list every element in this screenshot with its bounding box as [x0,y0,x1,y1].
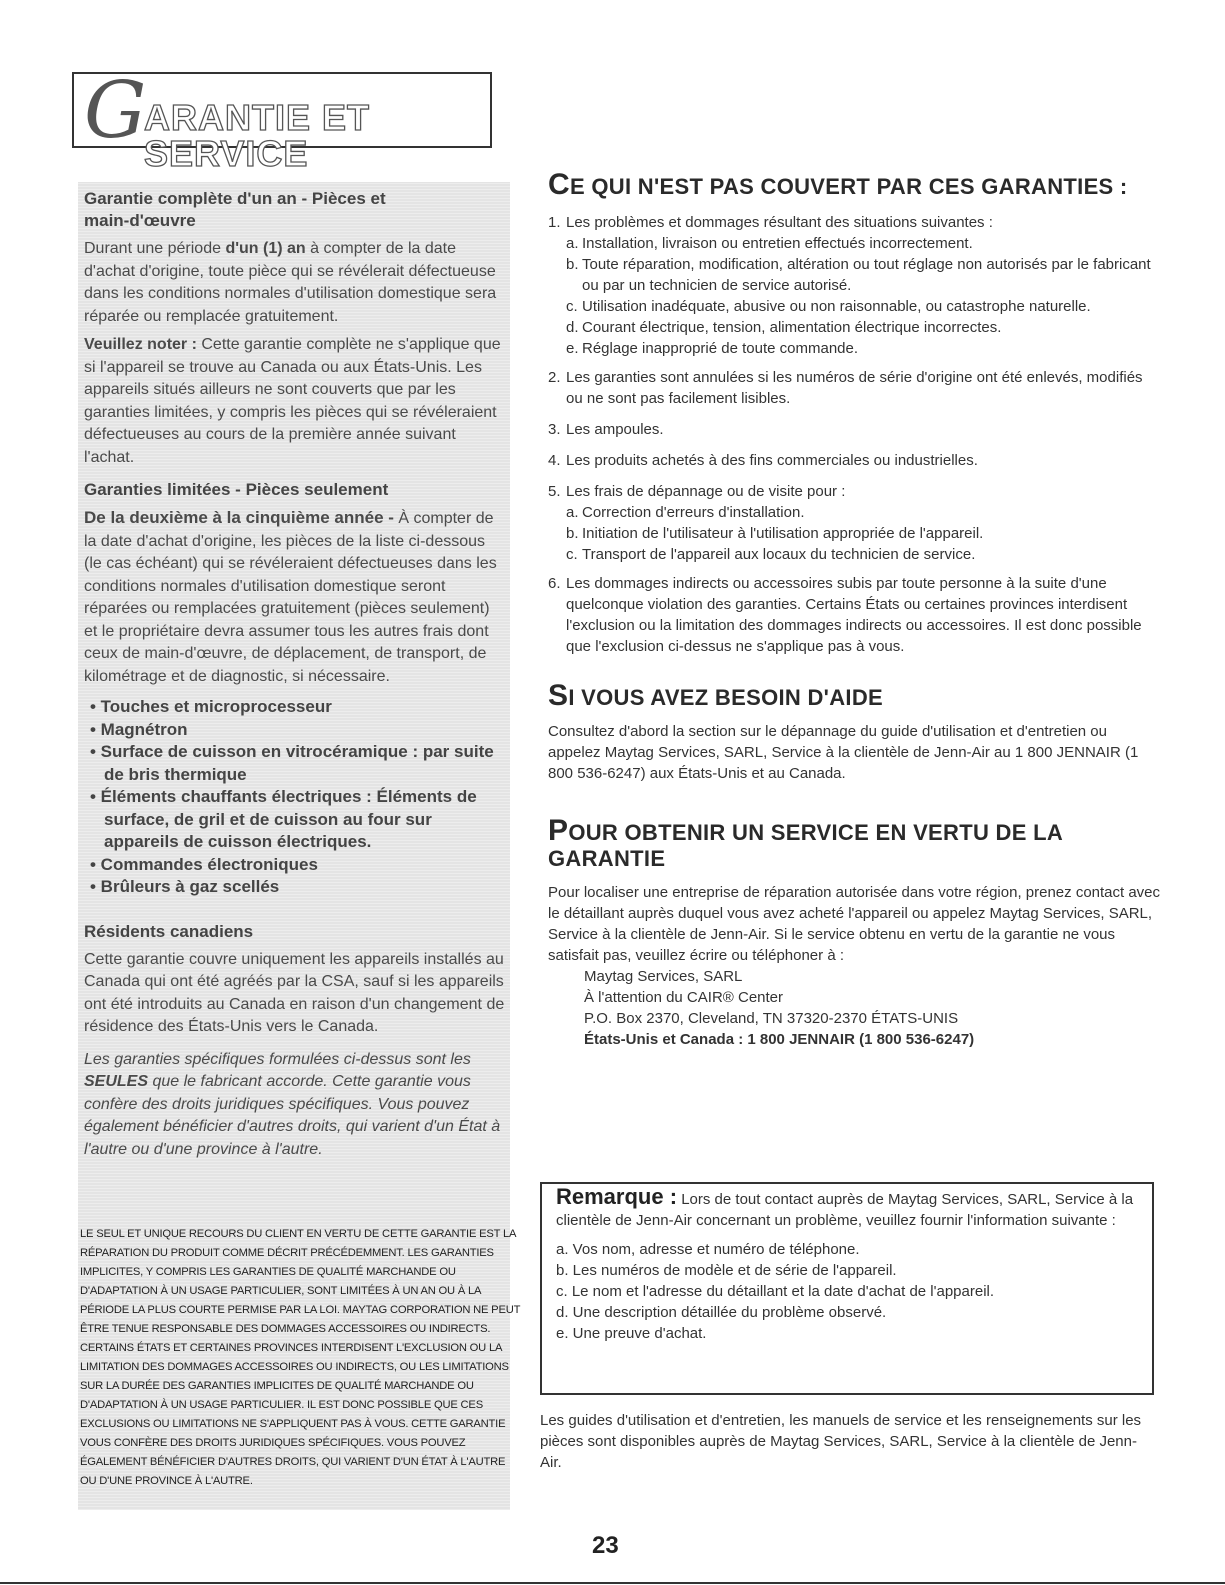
exclusions-column [548,168,1163,1050]
exclusion-item: 4. Les produits achetés à des fins commerciales ou industrielles. [548,452,978,469]
covered-part: • Surface de cuisson en vitrocéramique : par suite de bris thermique [90,742,494,784]
help-text: Consultez d'abord la section sur le dépannage du guide d'utilisation et d'entretien ou appelez Maytag Services, SARL, Service à la clientèle de Jenn-Air au 1 800 JENNAIR (1 800 536-6247) aux États-Unis et au Canada. [548,723,1139,782]
covered-part: • Éléments chauffants électriques : Éléments de surface, de gril et de cuisson au four sur appareils de cuisson électriques. [90,787,477,851]
exclusion-item: 6. Les dommages indirects ou accessoires subis par toute personne à la suite d'une quelconque violation des garanties. Certains États ou certaines provinces interdisent l'exclusion ou la limitation des dommages indirects ou accessoires. Il est donc possible que l'exclusion ci-dessus ne s'applique pas à vous. [548,575,1142,655]
section-title: ARANTIE ET SERVICE [144,97,370,174]
phone-line: États-Unis et Canada : 1 800 JENNAIR (1 800 536-6247) [584,1031,975,1048]
note-text: Veuillez noter : Cette garantie complète ne s'applique que si l'appareil se trouve au Canada ou aux États-Unis. Les appareils situés ailleurs ne sont couverts que par les garanties limitées, y compris les pièces qui se révéleraient défectueuses au cours de la première année suivant l'achat. [84,336,501,466]
exclusions-heading: CE QUI N'EST PAS COUVERT PAR CES GARANTIES : [548,168,1128,201]
remark-item: a. Vos nom, adresse et numéro de téléphone. [556,1241,860,1258]
full-warranty-text: Durant une période d'un (1) an à compter de la date d'achat d'origine, toute pièce qui se révélerait défectueuse dans les conditions normales d'utilisation domestique sera réparée ou remplacée gratuitement. [84,240,497,325]
remark-item: d. Une description détaillée du problème observé. [556,1304,887,1321]
covered-part: • Commandes électroniques [90,854,318,874]
exclusions-list [548,212,1163,657]
canada-title: Résidents canadiens [84,921,254,941]
canada-text: Cette garantie couvre uniquement les appareils installés au Canada qui ont été agréés par la CSA, sauf si les appareils ont été introduits au Canada en raison d'un changement de résidence des États-Unis vers le Canada. [84,950,505,1035]
exclusion-item: 5. Les frais de dépannage ou de visite pour : a. Correction d'erreurs d'installation. b. Initiation de l'utilisateur à l'utilisation appropriée de l'appareil. c. Transport de l'appareil aux locaux du technicien de service. [548,483,984,563]
remark-text: Remarque : Lors de tout contact auprès de Maytag Services, SARL, Service à la clientèle de Jenn-Air concernant un problème, veuillez fournir l'information suivante : [556,1184,1134,1229]
bottom-rule [0,1582,1225,1584]
remark-item: c. Le nom et l'adresse du détaillant et la date d'achat de l'appareil. [556,1283,995,1300]
remark-box [540,1182,1154,1395]
service-text: Pour localiser une entreprise de réparation autorisée dans votre région, prenez contact avec le détaillant auprès duquel vous avez acheté l'appareil ou appelez Maytag Services, SARL, Service à la clientèle de Jenn-Air. Si le service obtenu en vertu de la garantie ne vous satisfait pas, veuillez écrire ou téléphoner à : [548,884,1161,964]
legal-disclaimer: LE SEUL ET UNIQUE RECOURS DU CLIENT EN VERTU DE CETTE GARANTIE EST LA RÉPARATION DU PRODUIT COMME DÉCRIT PRÉCÉDEMMENT. LES GARANTIES IMPLICITES, Y COMPRIS LES GARANTIES DE QUALITÉ MARCHANDE OU D'ADAPTATION À UN USAGE PARTICULIER, SONT LIMITÉES À UN AN OU À LA PÉRIODE LA PLUS COURTE PERMISE PAR LA LOI. MAYTAG CORPORATION NE PEUT ÊTRE TENUE RESPONSABLE DES DOMMAGES ACCESSOIRES OU INDIRECTS. CERTAINS ÉTATS ET CERTAINES PROVINCES INTERDISENT L'EXCLUSION OU LA LIMITATION DES DOMMAGES ACCESSOIRES OU INDIRECTS, OU LES LIMITATIONS SUR LA DURÉE DES GARANTIES IMPLICITES DE QUALITÉ MARCHANDE OU D'ADAPTATION À UN USAGE PARTICULIER. IL EST DONC POSSIBLE QUE CES EXCLUSIONS OU LIMITATIONS NE S'APPLIQUENT PAS À VOUS. CETTE GARANTIE VOUS CONFÈRE DES DROITS JURIDIQUES SPÉCIFIQUES. VOUS POUVEZ ÉGALEMENT BÉNÉFICIER D'AUTRES DROITS, QUI VARIENT D'UN ÉTAT À L'AUTRE OU D'UNE PROVINCE À L'AUTRE. [80,1228,521,1487]
covered-part: • Brûleurs à gaz scellés [90,877,280,896]
address-line: Maytag Services, SARL [584,968,743,985]
specific-warranty-text: Les garanties spécifiques formulées ci-dessus sont les SEULES que le fabricant accorde. Cette garantie vous confère des droits juridiques spécifiques. Vous pouvez également bénéficier d'autres droits, qui varient d'un État à l'autre ou d'une province à l'autre. [84,1050,501,1158]
full-warranty-title-line2: main-d'œuvre [84,211,196,230]
covered-part: • Magnétron [90,719,188,739]
covered-parts-list [84,696,506,899]
covered-part: • Touches et microprocesseur [90,697,332,716]
warranty-terms-column [80,182,510,1161]
address-line: À l'attention du CAIR® Center [584,989,784,1006]
title-initial: G [84,66,147,156]
full-warranty-title-line1: Garantie complète d'un an - Pièces et [84,189,386,208]
service-address [548,966,1163,1050]
page-number: 23 [592,1532,619,1559]
closing-text: Les guides d'utilisation et d'entretien, les manuels de service et les renseignements sur les pièces sont disponibles auprès de Maytag Services, SARL, Service à la clientèle de Jenn-Air. [540,1412,1142,1471]
remark-list [556,1239,1138,1344]
address-line: P.O. Box 2370, Cleveland, TN 37320-2370 ÉTATS-UNIS [584,1010,959,1027]
limited-warranty-text: De la deuxième à la cinquième année - À compter de la date d'achat d'origine, les pièces de la liste ci-dessous (le cas échéant) qui se révéleraient défectueuses dans les conditions normales d'utilisation domestique seront réparées ou remplacées gratuitement (pièces seulement) et le propriétaire devra assumer tous les autres frais dont ceux de main-d'œuvre, de déplacement, de transport, de kilométrage et de diagnostic, si nécessaire. [84,508,497,685]
remark-item: e. Une preuve d'achat. [556,1325,707,1342]
service-heading: POUR OBTENIR UN SERVICE EN VERTU DE LA GARANTIE [548,814,1064,871]
exclusion-item: 2. Les garanties sont annulées si les numéros de série d'origine ont été enlevés, modifiés ou ne sont pas facilement lisibles. [548,369,1143,407]
exclusion-item: 1. Les problèmes et dommages résultant des situations suivantes : a. Installation, livraison ou entretien effectués incorrectement. b. Toute réparation, modification, altération ou tout réglage non autorisés par le fabricant ou par un technicien de service autorisé. c. Utilisation inadéquate, abusive ou non raisonnable, ou catastrophe naturelle. d. Courant électrique, tension, alimentation électrique incorrectes. e. Réglage inapproprié de toute commande. [548,214,1151,357]
exclusion-item: 3. Les ampoules. [548,421,664,438]
limited-warranty-title: Garanties limitées - Pièces seulement [84,480,389,499]
section-title-box [72,66,492,174]
help-heading: SI VOUS AVEZ BESOIN D'AIDE [548,679,883,712]
remark-item: b. Les numéros de modèle et de série de l'appareil. [556,1262,897,1279]
